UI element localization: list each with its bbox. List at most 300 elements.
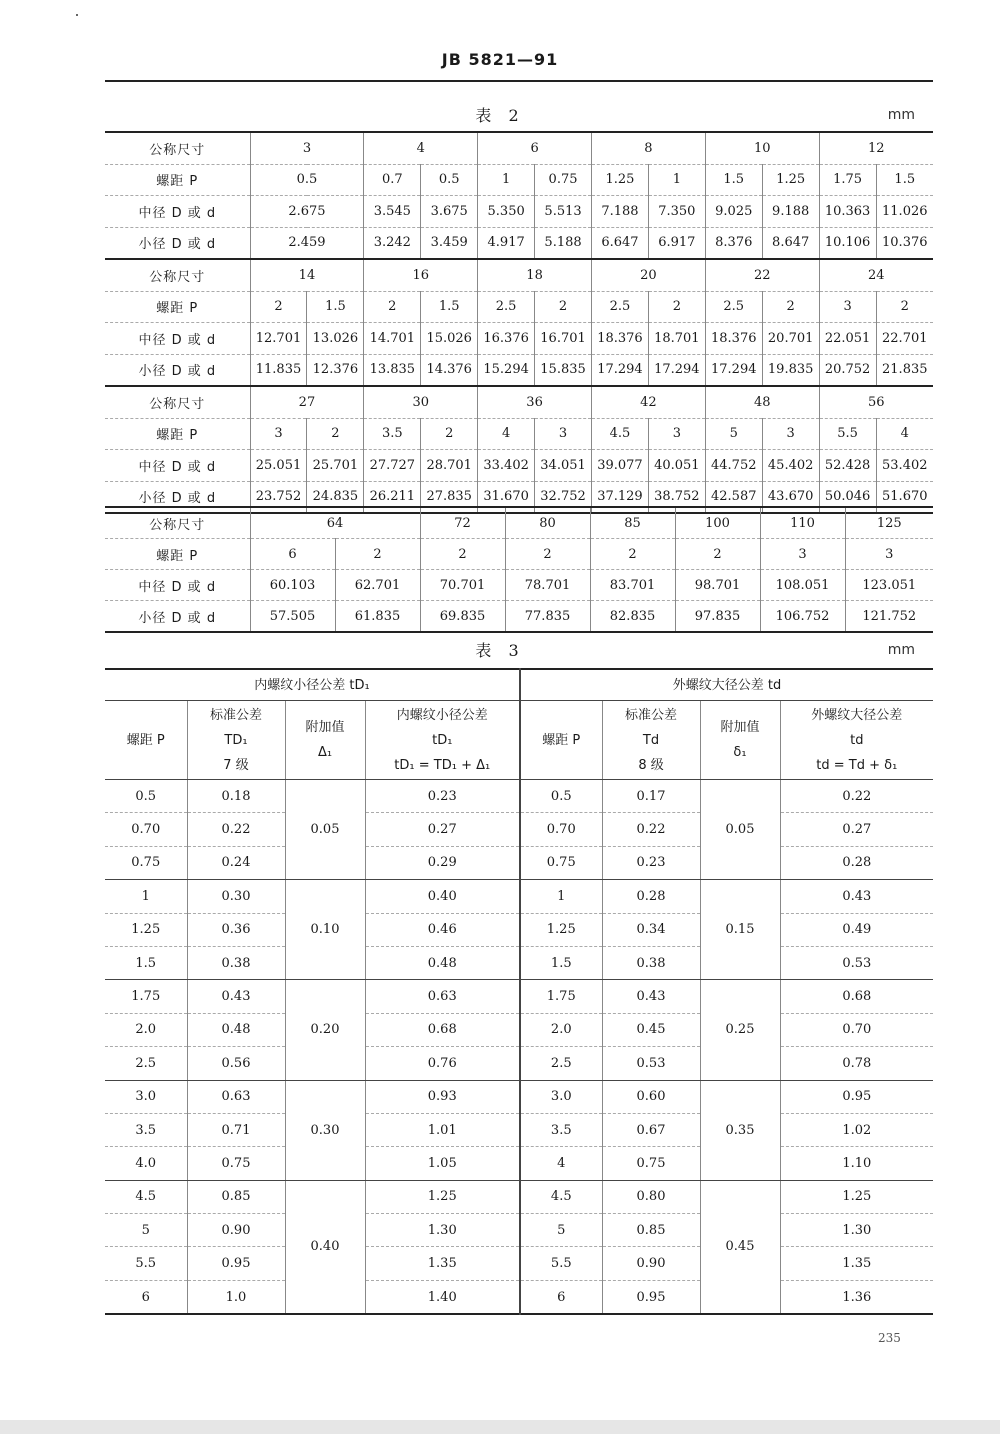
- table2-cell: 48: [705, 386, 819, 418]
- table3-row: [105, 813, 933, 846]
- table2-cell: 22.701: [876, 323, 933, 355]
- table3-inner-addition: 0.10: [285, 880, 365, 980]
- table2-cell: 6.647: [591, 227, 648, 259]
- table2-cell: 1.75: [819, 164, 876, 196]
- table2-cell: 51.670: [876, 481, 933, 513]
- table2-cell: 0.7: [364, 164, 421, 196]
- table3-cell-tdo: 0.22: [780, 780, 933, 813]
- table2-cell: 2: [762, 291, 819, 323]
- table3-header-line: 附加值: [720, 720, 760, 735]
- table2-cell: 13.835: [364, 354, 421, 386]
- table3-cell-td1: 0.38: [187, 946, 285, 979]
- table2-cell: 3: [250, 132, 364, 164]
- table3-cell-p: 1.25: [105, 913, 187, 946]
- table2-cell: 9.188: [762, 196, 819, 228]
- table2-cell: 39.077: [591, 450, 648, 482]
- table2-cell: 17.294: [648, 354, 705, 386]
- table3-outer-addition: 0.15: [700, 880, 780, 980]
- table2-cell: 80: [505, 507, 590, 539]
- table2-cell: 14: [250, 259, 364, 291]
- table3-outer-addition: 0.35: [700, 1080, 780, 1180]
- table3-cell-td: 0.80: [602, 1180, 700, 1213]
- table2-cell: 125: [845, 507, 933, 539]
- table3-cell-tdi: 0.40: [365, 880, 520, 913]
- table3-cell-tdo: 0.43: [780, 880, 933, 913]
- table2-row-label: 小径 D 或 d: [105, 601, 250, 633]
- table2-cell: 27: [250, 386, 364, 418]
- table2-cell: 53.402: [876, 450, 933, 482]
- table3-cell-tdi: 1.01: [365, 1113, 520, 1146]
- table3-header-pitch: 螺距 P: [105, 701, 187, 780]
- table3-cell-p: 1: [105, 880, 187, 913]
- table2-cell: 15.835: [535, 354, 592, 386]
- table3-cell-td: 0.75: [602, 1147, 700, 1180]
- table3-header-tol: [780, 701, 933, 780]
- table2-cell: 6.917: [648, 227, 705, 259]
- table2-cell: 82.835: [590, 601, 675, 633]
- table2-cell: 1.5: [421, 291, 478, 323]
- table2-row-label: 螺距 P: [105, 539, 250, 570]
- table3-row: [105, 1247, 933, 1280]
- table2-cell: 18.701: [648, 323, 705, 355]
- table2-cell: 15.026: [421, 323, 478, 355]
- table3-header-tol: [365, 701, 520, 780]
- table2-row-pitch: [105, 291, 933, 323]
- table2-cell: 3.545: [364, 196, 421, 228]
- table2-row-label: 中径 D 或 d: [105, 570, 250, 601]
- table3-cell-td: 0.90: [602, 1247, 700, 1280]
- table2-cell: 0.75: [535, 164, 592, 196]
- table2-cell: 3.459: [421, 227, 478, 259]
- table3-cell-td1: 0.75: [187, 1147, 285, 1180]
- table3-cell-tdi: 0.63: [365, 980, 520, 1013]
- table3-cell-p: 2.5: [105, 1047, 187, 1080]
- table3-cell-p: 6: [105, 1280, 187, 1314]
- table2-cell: 2: [876, 291, 933, 323]
- table2-cell: 16.701: [535, 323, 592, 355]
- table2-cell: 8.376: [705, 227, 762, 259]
- table2-row-label: 公称尺寸: [105, 259, 250, 291]
- table2-cell: 64: [250, 507, 420, 539]
- table3-cell-td1: 0.36: [187, 913, 285, 946]
- table3-row: [105, 980, 933, 1013]
- table3-cell-tdi: 1.30: [365, 1214, 520, 1247]
- table3-cell-po: 1.25: [520, 913, 602, 946]
- table3-cell-td1: 0.30: [187, 880, 285, 913]
- table2-cell: 0.5: [421, 164, 478, 196]
- table3-cell-po: 5.5: [520, 1247, 602, 1280]
- table2-cell: 13.026: [307, 323, 364, 355]
- table2-cell: 22: [705, 259, 819, 291]
- table3-cell-tdi: 0.46: [365, 913, 520, 946]
- table2-cell: 3: [819, 291, 876, 323]
- table2-cell: 43.670: [762, 481, 819, 513]
- table3-cell-p: 5: [105, 1214, 187, 1247]
- table3-cell-p: 2.0: [105, 1013, 187, 1046]
- table3-cell-tdo: 0.28: [780, 846, 933, 879]
- table2-cell: 12.701: [250, 323, 307, 355]
- table3-cell-p: 4.0: [105, 1147, 187, 1180]
- table2-row-label: 公称尺寸: [105, 386, 250, 418]
- table2-row-pitch_dia: [105, 570, 933, 601]
- table3-cell-tdo: 0.27: [780, 813, 933, 846]
- table3-cell-po: 2.5: [520, 1047, 602, 1080]
- table2-cell: 78.701: [505, 570, 590, 601]
- table3-header-line: 8 级: [638, 757, 664, 773]
- table3-row: [105, 913, 933, 946]
- table2-row-label: 公称尺寸: [105, 507, 250, 539]
- table3-cell-tdi: 0.48: [365, 946, 520, 979]
- table2-cell: 62.701: [335, 570, 420, 601]
- table2-cell: 3: [535, 418, 592, 450]
- table2-row-label: 螺距 P: [105, 418, 250, 450]
- table3-header-line: 7 级: [223, 757, 249, 773]
- table2-cell: 110: [760, 507, 845, 539]
- table2-cell: 16: [364, 259, 478, 291]
- table3-header-line: Δ₁: [317, 745, 333, 760]
- table3-cell-tdo: 1.35: [780, 1247, 933, 1280]
- table3-cell-po: 1.75: [520, 980, 602, 1013]
- table2-cell: 1: [478, 164, 535, 196]
- table3-header-line: TD₁: [224, 732, 248, 748]
- table3-row: [105, 1180, 933, 1213]
- table3-title: 表 3: [475, 641, 525, 660]
- table3-cell-td: 0.22: [602, 813, 700, 846]
- table2-cell: 11.835: [250, 354, 307, 386]
- table3-cell-p: 5.5: [105, 1247, 187, 1280]
- table3-header-add: [700, 701, 780, 780]
- table2-row-label: 螺距 P: [105, 291, 250, 323]
- table3-cell-tdo: 0.53: [780, 946, 933, 979]
- table3-cell-po: 1.5: [520, 946, 602, 979]
- table2-cell: 11.026: [876, 196, 933, 228]
- table2-cell: 33.402: [478, 450, 535, 482]
- table2-cell: 57.505: [250, 601, 335, 633]
- table2-cell: 27.835: [421, 481, 478, 513]
- table2-cell: 3.242: [364, 227, 421, 259]
- table3-header-line: td: [850, 732, 864, 748]
- table2-cell: 0.5: [250, 164, 364, 196]
- table2-cell: 5.5: [819, 418, 876, 450]
- table2-cell: 40.051: [648, 450, 705, 482]
- table2-cell: 2: [505, 539, 590, 570]
- table2-row-minor_dia: [105, 354, 933, 386]
- table2-cell: 26.211: [364, 481, 421, 513]
- table3-cell-tdi: 1.05: [365, 1147, 520, 1180]
- table2-cell: 20.701: [762, 323, 819, 355]
- table2-row-pitch: [105, 418, 933, 450]
- table2-cell: 2: [648, 291, 705, 323]
- table2-cell: 61.835: [335, 601, 420, 633]
- table3-cell-tdi: 1.35: [365, 1247, 520, 1280]
- table2-cell: 18: [478, 259, 592, 291]
- table3-cell-tdi: 0.29: [365, 846, 520, 879]
- table3-header-line: tD₁: [432, 732, 453, 748]
- table2-row-sizes: [105, 259, 933, 291]
- page-number: 235: [878, 1331, 901, 1345]
- table3-group-header: [105, 669, 933, 701]
- table3-column-header: [105, 701, 933, 780]
- table3-cell-td: 0.28: [602, 880, 700, 913]
- table2-cell: 8: [591, 132, 705, 164]
- table3-cell-td1: 0.56: [187, 1047, 285, 1080]
- table2-cell: 42: [591, 386, 705, 418]
- table2-cell: 32.752: [535, 481, 592, 513]
- header-rule: [105, 80, 933, 82]
- scan-footer-bar: [0, 1420, 1000, 1434]
- document-header: JB 5821—91: [441, 50, 559, 69]
- table2-cell: 2: [307, 418, 364, 450]
- table3-cell-p: 3.0: [105, 1080, 187, 1113]
- table2-row-label: 公称尺寸: [105, 132, 250, 164]
- table2-cell: 108.051: [760, 570, 845, 601]
- table2-cell: 2: [675, 539, 760, 570]
- table2-cell: 4: [876, 418, 933, 450]
- table2-cell: 36: [478, 386, 592, 418]
- table3-cell-tdi: 0.76: [365, 1047, 520, 1080]
- table2-cell: 2: [250, 291, 307, 323]
- table3-cell-td1: 0.71: [187, 1113, 285, 1146]
- table2-cell: 4.917: [478, 227, 535, 259]
- table2-cell: 24.835: [307, 481, 364, 513]
- table2-cell: 38.752: [648, 481, 705, 513]
- table3-row: [105, 1280, 933, 1314]
- table2-cell: 14.701: [364, 323, 421, 355]
- table3-cell-po: 4: [520, 1147, 602, 1180]
- table3-outer-addition: 0.45: [700, 1180, 780, 1314]
- table2-cell: 10: [705, 132, 819, 164]
- table3-cell-td1: 0.63: [187, 1080, 285, 1113]
- table2-row-sizes: [105, 132, 933, 164]
- table2-cell: 106.752: [760, 601, 845, 633]
- table2-cell: 22.051: [819, 323, 876, 355]
- table2-cell: 28.701: [421, 450, 478, 482]
- table2-cell: 24: [819, 259, 933, 291]
- table3-cell-tdo: 0.49: [780, 913, 933, 946]
- table2-cell: 77.835: [505, 601, 590, 633]
- table2-cell: 14.376: [421, 354, 478, 386]
- table2-cell: 5.188: [535, 227, 592, 259]
- table2-cell: 2.675: [250, 196, 364, 228]
- table2-cell: 18.376: [705, 323, 762, 355]
- table2-cell: 42.587: [705, 481, 762, 513]
- table2-cell: 1: [648, 164, 705, 196]
- table2-cell: 18.376: [591, 323, 648, 355]
- table2-cell: 3: [845, 539, 933, 570]
- table3-header-line: Td: [642, 732, 660, 748]
- table2-row-label: 中径 D 或 d: [105, 450, 250, 482]
- scan-speck: [76, 14, 78, 16]
- table2-cell: 4.5: [591, 418, 648, 450]
- table3-cell-td1: 0.85: [187, 1180, 285, 1213]
- table3-inner-addition: 0.40: [285, 1180, 365, 1314]
- table2-cell: 21.835: [876, 354, 933, 386]
- table2-cell: 17.294: [591, 354, 648, 386]
- table3-row: [105, 1147, 933, 1180]
- table2-cell: 6: [250, 539, 335, 570]
- table2-cell: 27.727: [364, 450, 421, 482]
- table2-cell: 45.402: [762, 450, 819, 482]
- table3-header-line: 内螺纹小径公差: [396, 707, 488, 723]
- table3-header-pitch: 螺距 P: [520, 701, 602, 780]
- table2-cell: 3.5: [364, 418, 421, 450]
- table2-row-label: 小径 D 或 d: [105, 227, 250, 259]
- table3-cell-td: 0.17: [602, 780, 700, 813]
- table3-row: [105, 1080, 933, 1113]
- table2-cell: 69.835: [420, 601, 505, 633]
- table3-cell-p: 4.5: [105, 1180, 187, 1213]
- table3-header-line: 标准公差: [625, 707, 678, 723]
- table2-cell: 25.051: [250, 450, 307, 482]
- table2-cell: 2: [421, 418, 478, 450]
- table2-cell: 4: [364, 132, 478, 164]
- table2-cell: 1.5: [307, 291, 364, 323]
- table3-row: [105, 780, 933, 813]
- outer-thread-group-header: 外螺纹大径公差 td: [520, 669, 933, 701]
- table2-unit: mm: [887, 107, 915, 123]
- table2-cell: 2: [590, 539, 675, 570]
- table2-cell: 56: [819, 386, 933, 418]
- table2-cell: 6: [478, 132, 592, 164]
- table3-row: [105, 946, 933, 979]
- table2-cell: 19.835: [762, 354, 819, 386]
- table2-cell: 4: [478, 418, 535, 450]
- table3-row: [105, 1214, 933, 1247]
- table3-cell-td1: 0.24: [187, 846, 285, 879]
- table3-cell-tdo: 1.02: [780, 1113, 933, 1146]
- table3-header-line: δ₁: [733, 745, 747, 760]
- table2-cell: 2: [535, 291, 592, 323]
- table2-row-pitch_dia: [105, 196, 933, 228]
- table2-row-sizes: [105, 386, 933, 418]
- table3-cell-td1: 0.43: [187, 980, 285, 1013]
- table2-cell: 52.428: [819, 450, 876, 482]
- table2-cell: 37.129: [591, 481, 648, 513]
- table3-cell-tdi: 1.40: [365, 1280, 520, 1314]
- table2-cell: 2.5: [591, 291, 648, 323]
- table3-cell-td1: 0.95: [187, 1247, 285, 1280]
- table2-cell: 2.459: [250, 227, 364, 259]
- table3-header-std: [602, 701, 700, 780]
- table3-cell-tdo: 1.36: [780, 1280, 933, 1314]
- table2-row-label: 中径 D 或 d: [105, 323, 250, 355]
- table2-cell: 3: [760, 539, 845, 570]
- table2-cell: 2: [420, 539, 505, 570]
- table3-row: [105, 1113, 933, 1146]
- table3-cell-td1: 0.90: [187, 1214, 285, 1247]
- table3-cell-po: 3.0: [520, 1080, 602, 1113]
- table3-cell-po: 6: [520, 1280, 602, 1314]
- table2-cell: 9.025: [705, 196, 762, 228]
- table2-large-sizes: [105, 506, 933, 633]
- table3-cell-po: 2.0: [520, 1013, 602, 1046]
- table3-unit: mm: [887, 642, 915, 658]
- table2-cell: 1.5: [705, 164, 762, 196]
- table2-cell: 1.25: [591, 164, 648, 196]
- table3-header-line: tD₁ = TD₁ + Δ₁: [394, 757, 491, 773]
- table3-header-add: [285, 701, 365, 780]
- table3-cell-po: 0.5: [520, 780, 602, 813]
- table3-cell-po: 1: [520, 880, 602, 913]
- table3-cell-tdo: 1.10: [780, 1147, 933, 1180]
- table2-cell: 70.701: [420, 570, 505, 601]
- table2-cell: 5.513: [535, 196, 592, 228]
- table3-cell-td: 0.34: [602, 913, 700, 946]
- table2-cell: 72: [420, 507, 505, 539]
- table3-cell-tdo: 0.78: [780, 1047, 933, 1080]
- table3-header-line: 标准公差: [209, 707, 262, 723]
- table2-cell: 10.106: [819, 227, 876, 259]
- table2-cell: 12: [819, 132, 933, 164]
- table3: [105, 668, 933, 1315]
- table3-cell-p: 1.75: [105, 980, 187, 1013]
- table3-cell-po: 3.5: [520, 1113, 602, 1146]
- table3-inner-addition: 0.05: [285, 780, 365, 880]
- table3-header-line: td = Td + δ₁: [816, 757, 898, 773]
- table2-cell: 10.376: [876, 227, 933, 259]
- table3-inner-addition: 0.20: [285, 980, 365, 1080]
- table2-row-minor_dia: [105, 227, 933, 259]
- table2-cell: 7.350: [648, 196, 705, 228]
- table3-cell-p: 0.70: [105, 813, 187, 846]
- table2-row-label: 螺距 P: [105, 164, 250, 196]
- table2-cell: 2: [364, 291, 421, 323]
- table3-outer-addition: 0.05: [700, 780, 780, 880]
- table3-header-line: 外螺纹大径公差: [811, 707, 903, 723]
- table2-cell: 5.350: [478, 196, 535, 228]
- table3-cell-tdo: 1.25: [780, 1180, 933, 1213]
- table3-cell-p: 0.5: [105, 780, 187, 813]
- table3-cell-td1: 1.0: [187, 1280, 285, 1314]
- table3-row: [105, 1047, 933, 1080]
- table2-cell: 17.294: [705, 354, 762, 386]
- table3-cell-td: 0.53: [602, 1047, 700, 1080]
- table3-cell-tdo: 1.30: [780, 1214, 933, 1247]
- table3-cell-tdo: 0.95: [780, 1080, 933, 1113]
- table2-cell: 123.051: [845, 570, 933, 601]
- table2-cell: 44.752: [705, 450, 762, 482]
- table3-cell-tdo: 0.68: [780, 980, 933, 1013]
- table2-cell: 23.752: [250, 481, 307, 513]
- table2-cell: 3.675: [421, 196, 478, 228]
- table2-cell: 30: [364, 386, 478, 418]
- table3-cell-tdo: 0.70: [780, 1013, 933, 1046]
- table2-cell: 60.103: [250, 570, 335, 601]
- table3-cell-tdi: 1.25: [365, 1180, 520, 1213]
- table3-cell-td: 0.23: [602, 846, 700, 879]
- table2-title: 表 2: [475, 106, 525, 125]
- table2-cell: 20.752: [819, 354, 876, 386]
- table3-outer-addition: 0.25: [700, 980, 780, 1080]
- table3-cell-p: 3.5: [105, 1113, 187, 1146]
- table2-cell: 97.835: [675, 601, 760, 633]
- table2-cell: 1.25: [762, 164, 819, 196]
- table2-row-pitch: [105, 539, 933, 570]
- table2-cell: 5: [705, 418, 762, 450]
- table3-header-std: [187, 701, 285, 780]
- table3-cell-po: 0.75: [520, 846, 602, 879]
- table3-cell-po: 4.5: [520, 1180, 602, 1213]
- table3-cell-p: 0.75: [105, 846, 187, 879]
- table3-cell-tdi: 0.23: [365, 780, 520, 813]
- table3-header-line: 附加值: [305, 720, 345, 735]
- table2-cell: 2.5: [478, 291, 535, 323]
- table3-cell-td: 0.85: [602, 1214, 700, 1247]
- table3-cell-td: 0.45: [602, 1013, 700, 1046]
- table3-row: [105, 846, 933, 879]
- table2-cell: 7.188: [591, 196, 648, 228]
- table2-cell: 3: [250, 418, 307, 450]
